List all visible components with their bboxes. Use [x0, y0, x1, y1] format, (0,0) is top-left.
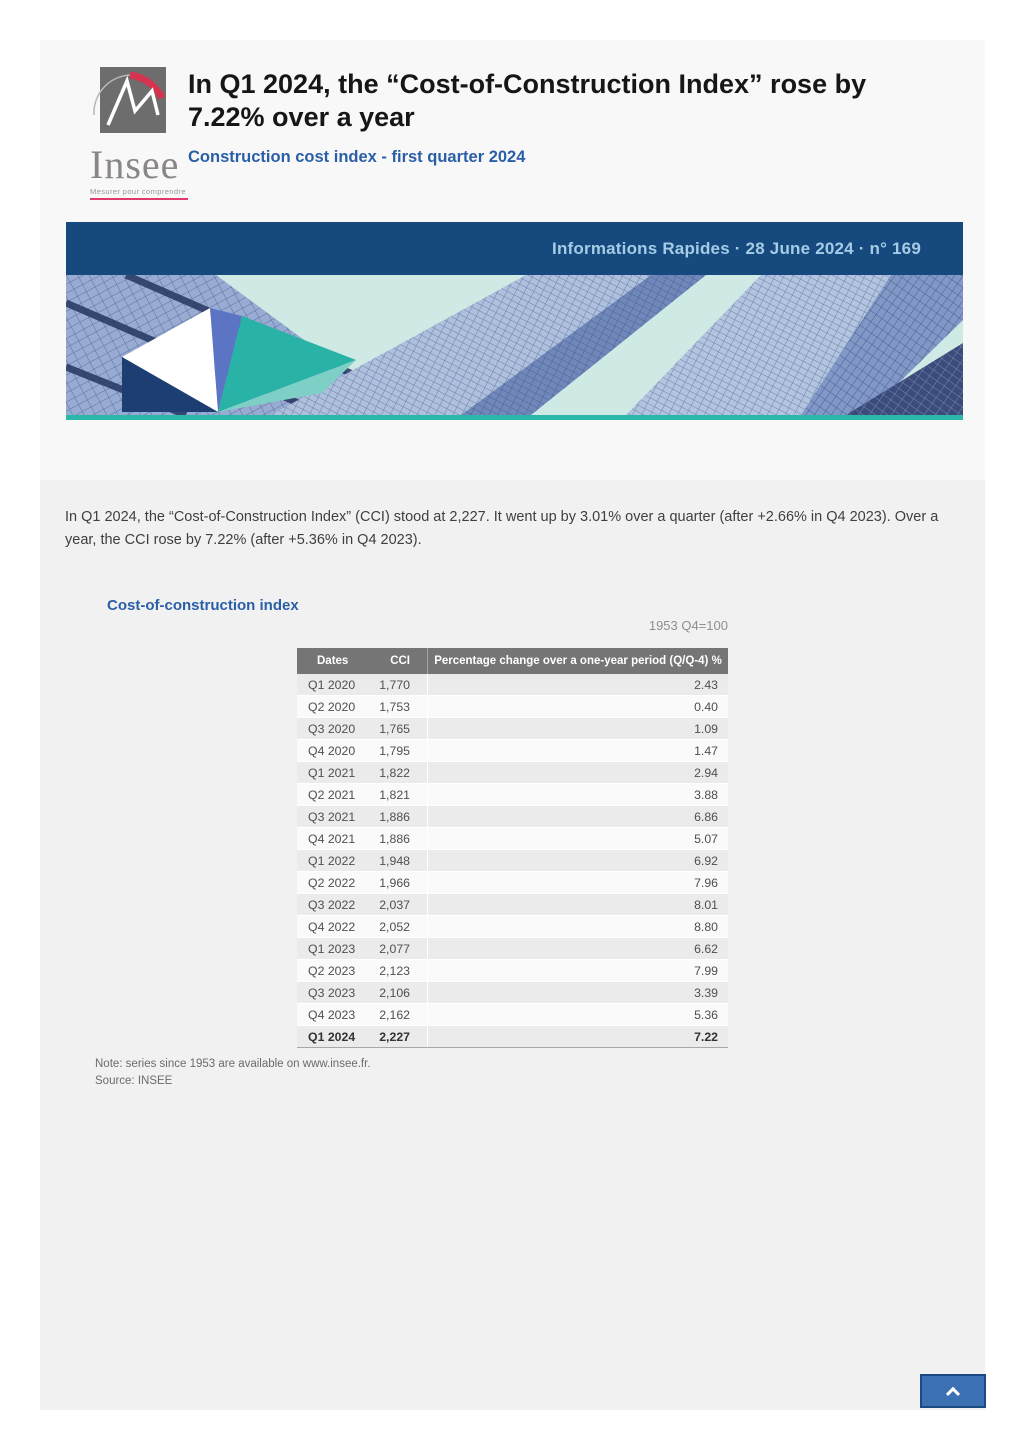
banner-masthead-bar — [66, 222, 963, 275]
cell-date: Q2 2020 — [308, 699, 356, 714]
cell-percentage: 7.99 — [427, 960, 728, 981]
cell-percentage: 2.43 — [427, 674, 728, 695]
table-row — [297, 718, 728, 740]
cell-cci: 1,770 — [379, 677, 410, 692]
banner-masthead-text: Informations Rapides · 28 June 2024 · n° 169 — [552, 238, 921, 258]
cell-date: Q4 2021 — [308, 831, 356, 846]
cell-cci: 2,106 — [379, 985, 410, 1000]
table-row — [297, 894, 728, 916]
informations-rapides-banner — [66, 222, 963, 420]
cell-date: Q3 2022 — [308, 897, 356, 912]
cell-cci: 2,123 — [379, 963, 410, 978]
insee-logo — [90, 65, 200, 200]
insee-logo-underline — [90, 198, 188, 200]
cci-data-table — [297, 648, 728, 1048]
cell-cci: 1,821 — [379, 787, 410, 802]
cell-date: Q4 2020 — [308, 743, 356, 758]
source-line: Source: INSEE — [95, 1075, 173, 1087]
table-row — [297, 960, 728, 982]
table-row — [297, 850, 728, 872]
cell-date: Q4 2022 — [308, 919, 356, 934]
cell-cci: 1,765 — [379, 721, 410, 736]
table-row — [297, 762, 728, 784]
cell-date: Q2 2023 — [308, 963, 356, 978]
column-header-cci: CCI — [390, 655, 410, 667]
table-row — [297, 938, 728, 960]
cell-date: Q3 2020 — [308, 721, 356, 736]
page-subtitle: Construction cost index - first quarter 2024 — [188, 148, 526, 166]
banner-teal-strip — [66, 415, 963, 420]
cell-percentage: 8.80 — [427, 916, 728, 937]
table-row — [297, 784, 728, 806]
cell-percentage: 6.62 — [427, 938, 728, 959]
cell-date: Q1 2024 — [308, 1029, 356, 1044]
cell-cci: 1,948 — [379, 853, 410, 868]
cell-percentage: 2.94 — [427, 762, 728, 783]
cell-cci: 1,753 — [379, 699, 410, 714]
insee-tagline: Mesurer pour comprendre — [90, 187, 186, 196]
table-row — [297, 806, 728, 828]
note-line: Note: series since 1953 are available on www.insee.fr. — [95, 1058, 371, 1070]
cell-date: Q2 2021 — [308, 787, 356, 802]
cell-percentage: 8.01 — [427, 894, 728, 915]
cell-cci: 2,077 — [379, 941, 410, 956]
cell-percentage: 0.40 — [427, 696, 728, 717]
headline-block — [188, 68, 948, 167]
cell-date: Q1 2023 — [308, 941, 356, 956]
table-notes — [95, 1056, 371, 1090]
column-header-percentage: Percentage change over a one-year period (Q/Q-4) % — [427, 648, 728, 674]
cell-cci: 2,162 — [379, 1007, 410, 1022]
cell-percentage: 5.07 — [427, 828, 728, 849]
intro-paragraph: In Q1 2024, the “Cost-of-Construction Index” (CCI) stood at 2,227. It went up by 3.01% over a quarter (after +2.66% in Q4 2023). Over a year, the CCI rose by 7.22% (after +5.36% in Q4 2023). — [65, 509, 939, 548]
cell-percentage: 7.96 — [427, 872, 728, 893]
scroll-to-top-button[interactable] — [920, 1374, 986, 1408]
cell-date: Q1 2020 — [308, 677, 356, 692]
chevron-up-icon — [946, 1387, 960, 1401]
cell-percentage: 5.36 — [427, 1004, 728, 1025]
table-row — [297, 696, 728, 718]
table-row — [297, 916, 728, 938]
cell-percentage: 3.88 — [427, 784, 728, 805]
table-body — [297, 674, 728, 1048]
cell-cci: 2,052 — [379, 919, 410, 934]
page-title: In Q1 2024, the “Cost-of-Construction Index” rose by 7.22% over a year — [188, 69, 867, 132]
table-row — [297, 1004, 728, 1026]
cell-date: Q1 2021 — [308, 765, 356, 780]
cell-percentage: 6.92 — [427, 850, 728, 871]
cell-cci: 2,227 — [379, 1029, 410, 1044]
table-unit-label: 1953 Q4=100 — [648, 618, 728, 633]
cell-percentage: 1.47 — [427, 740, 728, 761]
insee-brand-text: Insee — [90, 142, 180, 187]
cell-cci: 1,822 — [379, 765, 410, 780]
cell-cci: 1,966 — [379, 875, 410, 890]
cell-cci: 1,886 — [379, 809, 410, 824]
cell-percentage: 7.22 — [427, 1026, 728, 1047]
column-header-dates: Dates — [317, 655, 349, 667]
cell-date: Q1 2022 — [308, 853, 356, 868]
cell-percentage: 1.09 — [427, 718, 728, 739]
cell-date: Q2 2022 — [308, 875, 356, 890]
insee-logo-icon — [90, 65, 168, 143]
table-row — [297, 872, 728, 894]
cell-cci: 1,795 — [379, 743, 410, 758]
table-row — [297, 1026, 728, 1048]
cell-cci: 1,886 — [379, 831, 410, 846]
content-card — [40, 40, 985, 1410]
table-row — [297, 674, 728, 696]
cell-date: Q3 2023 — [308, 985, 356, 1000]
table-row — [297, 740, 728, 762]
cell-date: Q4 2023 — [308, 1007, 356, 1022]
table-title: Cost-of-construction index — [107, 597, 299, 614]
cell-percentage: 6.86 — [427, 806, 728, 827]
table-row — [297, 828, 728, 850]
table-row — [297, 982, 728, 1004]
cell-cci: 2,037 — [379, 897, 410, 912]
banner-buildings-image — [66, 275, 963, 415]
cell-percentage: 3.39 — [427, 982, 728, 1003]
table-header-row — [297, 648, 728, 674]
cell-date: Q3 2021 — [308, 809, 356, 824]
